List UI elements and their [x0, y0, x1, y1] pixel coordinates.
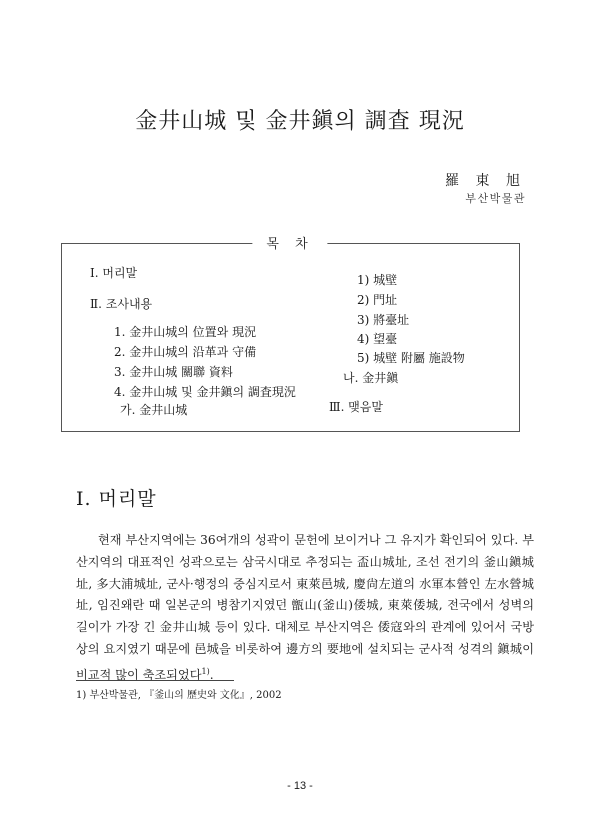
footnote-reference[interactable]: 1) — [201, 666, 210, 676]
toc-item: 나. 金井鎭 — [343, 371, 399, 385]
toc-item: Ⅲ. 맺음말 — [329, 400, 383, 414]
footnote-divider — [76, 680, 234, 681]
toc-heading: 목 차 — [252, 233, 327, 252]
footnote: 1) 부산박물관, 『釜山의 歷史와 文化』, 2002 — [76, 690, 282, 701]
toc-item: 3) 將臺址 — [357, 313, 410, 327]
toc-item: 2) 門址 — [357, 293, 398, 307]
toc-item: 4. 金井山城 및 金井鎭의 調査現況 — [114, 385, 296, 399]
section-heading: Ⅰ. 머리말 — [76, 488, 157, 510]
body-paragraph: 현재 부산지역에는 36여개의 성곽이 문헌에 보이거나 그 유지가 확인되어 있다. 부산지역의 대표적인 성곽으로는 삼국시대로 추정되는 盃山城址, 조선 전기의 釜山鎭城址, 多大浦城址, 군사·행정의 중심지로서 東萊邑城, 慶尙左道의 水軍本營인 左水營城址, 임진왜란 때 일본군의 병참기지였던 甑山(釜山)倭城, 東萊倭城, 전국에서 성벽의 길이가 가장 긴 金井山城 등이 있다. 대체로 부산지역은 倭寇와의 관계에 있어서 국방상의 요지였기 때문에 邑城을 비롯하여 邊方의 要地에 설치되는 군사적 성격의 鎭城이 비교적 많이 축조되었다$^{1)}$. — [76, 533, 534, 682]
toc-item: 4) 望臺 — [357, 332, 398, 346]
author-affiliation: 부산박물관 — [465, 192, 526, 205]
toc-item: 가. 金井山城 — [120, 403, 188, 417]
author-name: 羅 東 旭 — [445, 173, 526, 189]
page-number: - 13 - — [287, 780, 313, 792]
toc-item: 3. 金井山城 關聯 資料 — [114, 365, 233, 379]
toc-item: Ⅱ. 조사내용 — [90, 297, 153, 311]
document-title: 金井山城 및 金井鎭의 調査 現況 — [135, 109, 465, 134]
toc-item: 1) 城壁 — [357, 273, 398, 287]
paragraph-text: 현재 부산지역에는 36여개의 성곽이 문헌에 보이거나 그 유지가 확인되어 있다. 부산지역의 대표적인 성곽으로는 삼국시대로 추정되는 盃山城址, 조선 전기의 釜山鎭城址, 多大浦城址, 군사·행정의 중심지로서 東萊邑城, 慶尙左道의 水軍本營인 左水營城址, 임진왜란 때 일본군의 병참기지였던 甑山(釜山)倭城, 東萊倭城, 전국에서 성벽의 길이가 가장 긴 金井山城 등이 있다. 대체로 부산지역은 倭寇와의 관계에 있어서 국방상의 요지였기 때문에 邑城을 비롯하여 邊方의 要地에 설치되는 군사적 성격의 鎭城이 비교적 많이 축조되었다 — [76, 533, 534, 682]
toc-item: Ⅰ. 머리말 — [90, 266, 138, 280]
toc-item: 5) 城壁 附屬 施設物 — [357, 351, 465, 365]
toc-item: 1. 金井山城의 位置와 現況 — [114, 325, 257, 339]
toc-item: 2. 金井山城의 沿革과 守備 — [114, 345, 257, 359]
